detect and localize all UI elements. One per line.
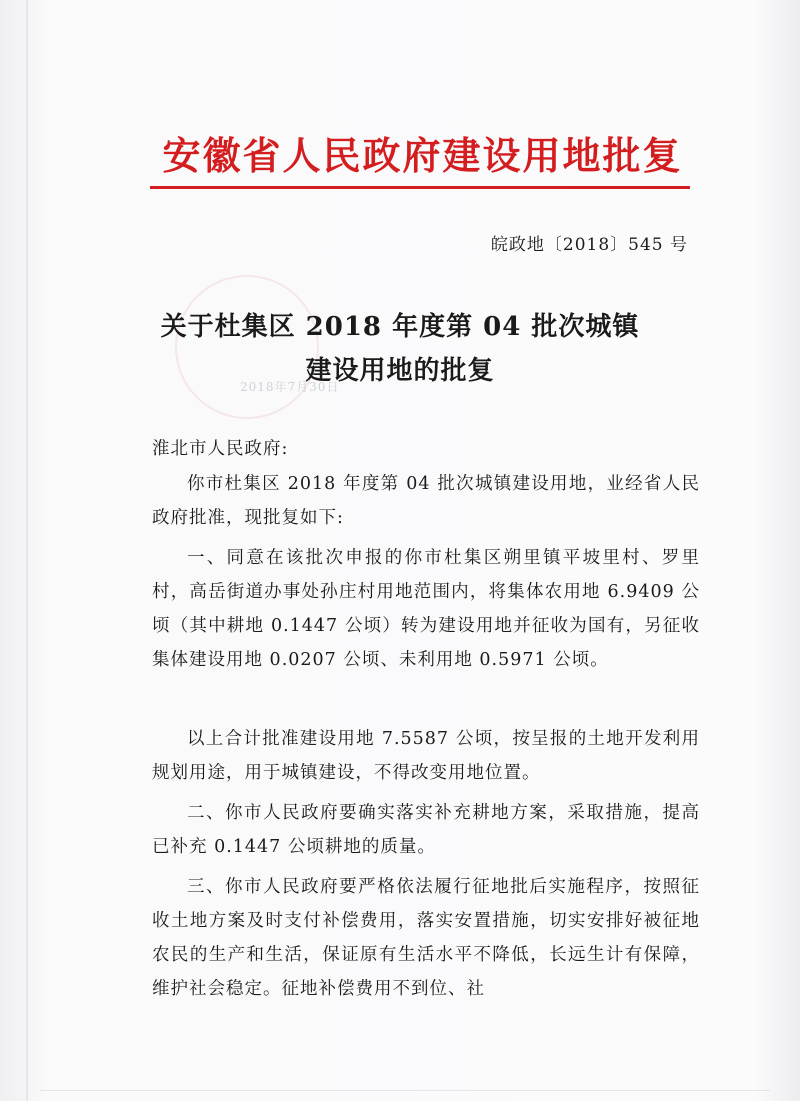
page-bottom-edge bbox=[40, 1090, 770, 1091]
paragraph-item-3: 三、你市人民政府要严格依法履行征地批后实施程序，按照征收土地方案及时支付补偿费用，落实安置措施，切实安排好被征地农民的生产和生活，保证原有生活水平不降低，长远生计有保障，维护社会稳定。征地补偿费用不到位、社 bbox=[152, 877, 700, 999]
issuer-header: 安徽省人民政府建设用地批复 bbox=[162, 133, 683, 178]
paragraph-intro: 你市杜集区 2018 年度第 04 批次城镇建设用地，业经省人民政府批准，现批复如下: bbox=[152, 474, 700, 528]
title-line-2: 建设用地的批复 bbox=[305, 356, 495, 386]
paragraph-item-1: 一、同意在该批次申报的你市杜集区朔里镇平坡里村、罗里村，高岳街道办事处孙庄村用地范围内，将集体农用地 6.9409 公顷（其中耕地 0.1447 公顷）转为建设用地并征收为国有，另征收集体建设用地 0.0207 公顷、未利用地 0.5971 公顷。 bbox=[152, 548, 700, 670]
header-red-rule bbox=[150, 186, 690, 189]
page-edge-shadow bbox=[26, 0, 28, 1101]
paragraph-item-2: 二、你市人民政府要确实落实补充耕地方案，采取措施，提高已补充 0.1447 公顷耕地的质量。 bbox=[152, 803, 700, 857]
title-line-1: 关于杜集区 2018 年度第 04 批次城镇 bbox=[160, 312, 640, 342]
seal-date: 2018年7月30日 bbox=[240, 380, 340, 394]
addressee: 淮北市人民政府: bbox=[152, 439, 289, 459]
document-number: 皖政地〔2018〕545 号 bbox=[490, 235, 688, 255]
document-title bbox=[0, 305, 800, 393]
paragraph-total: 以上合计批准建设用地 7.5587 公顷，按呈报的土地开发利用规划用途，用于城镇建设，不得改变用地位置。 bbox=[152, 729, 700, 783]
